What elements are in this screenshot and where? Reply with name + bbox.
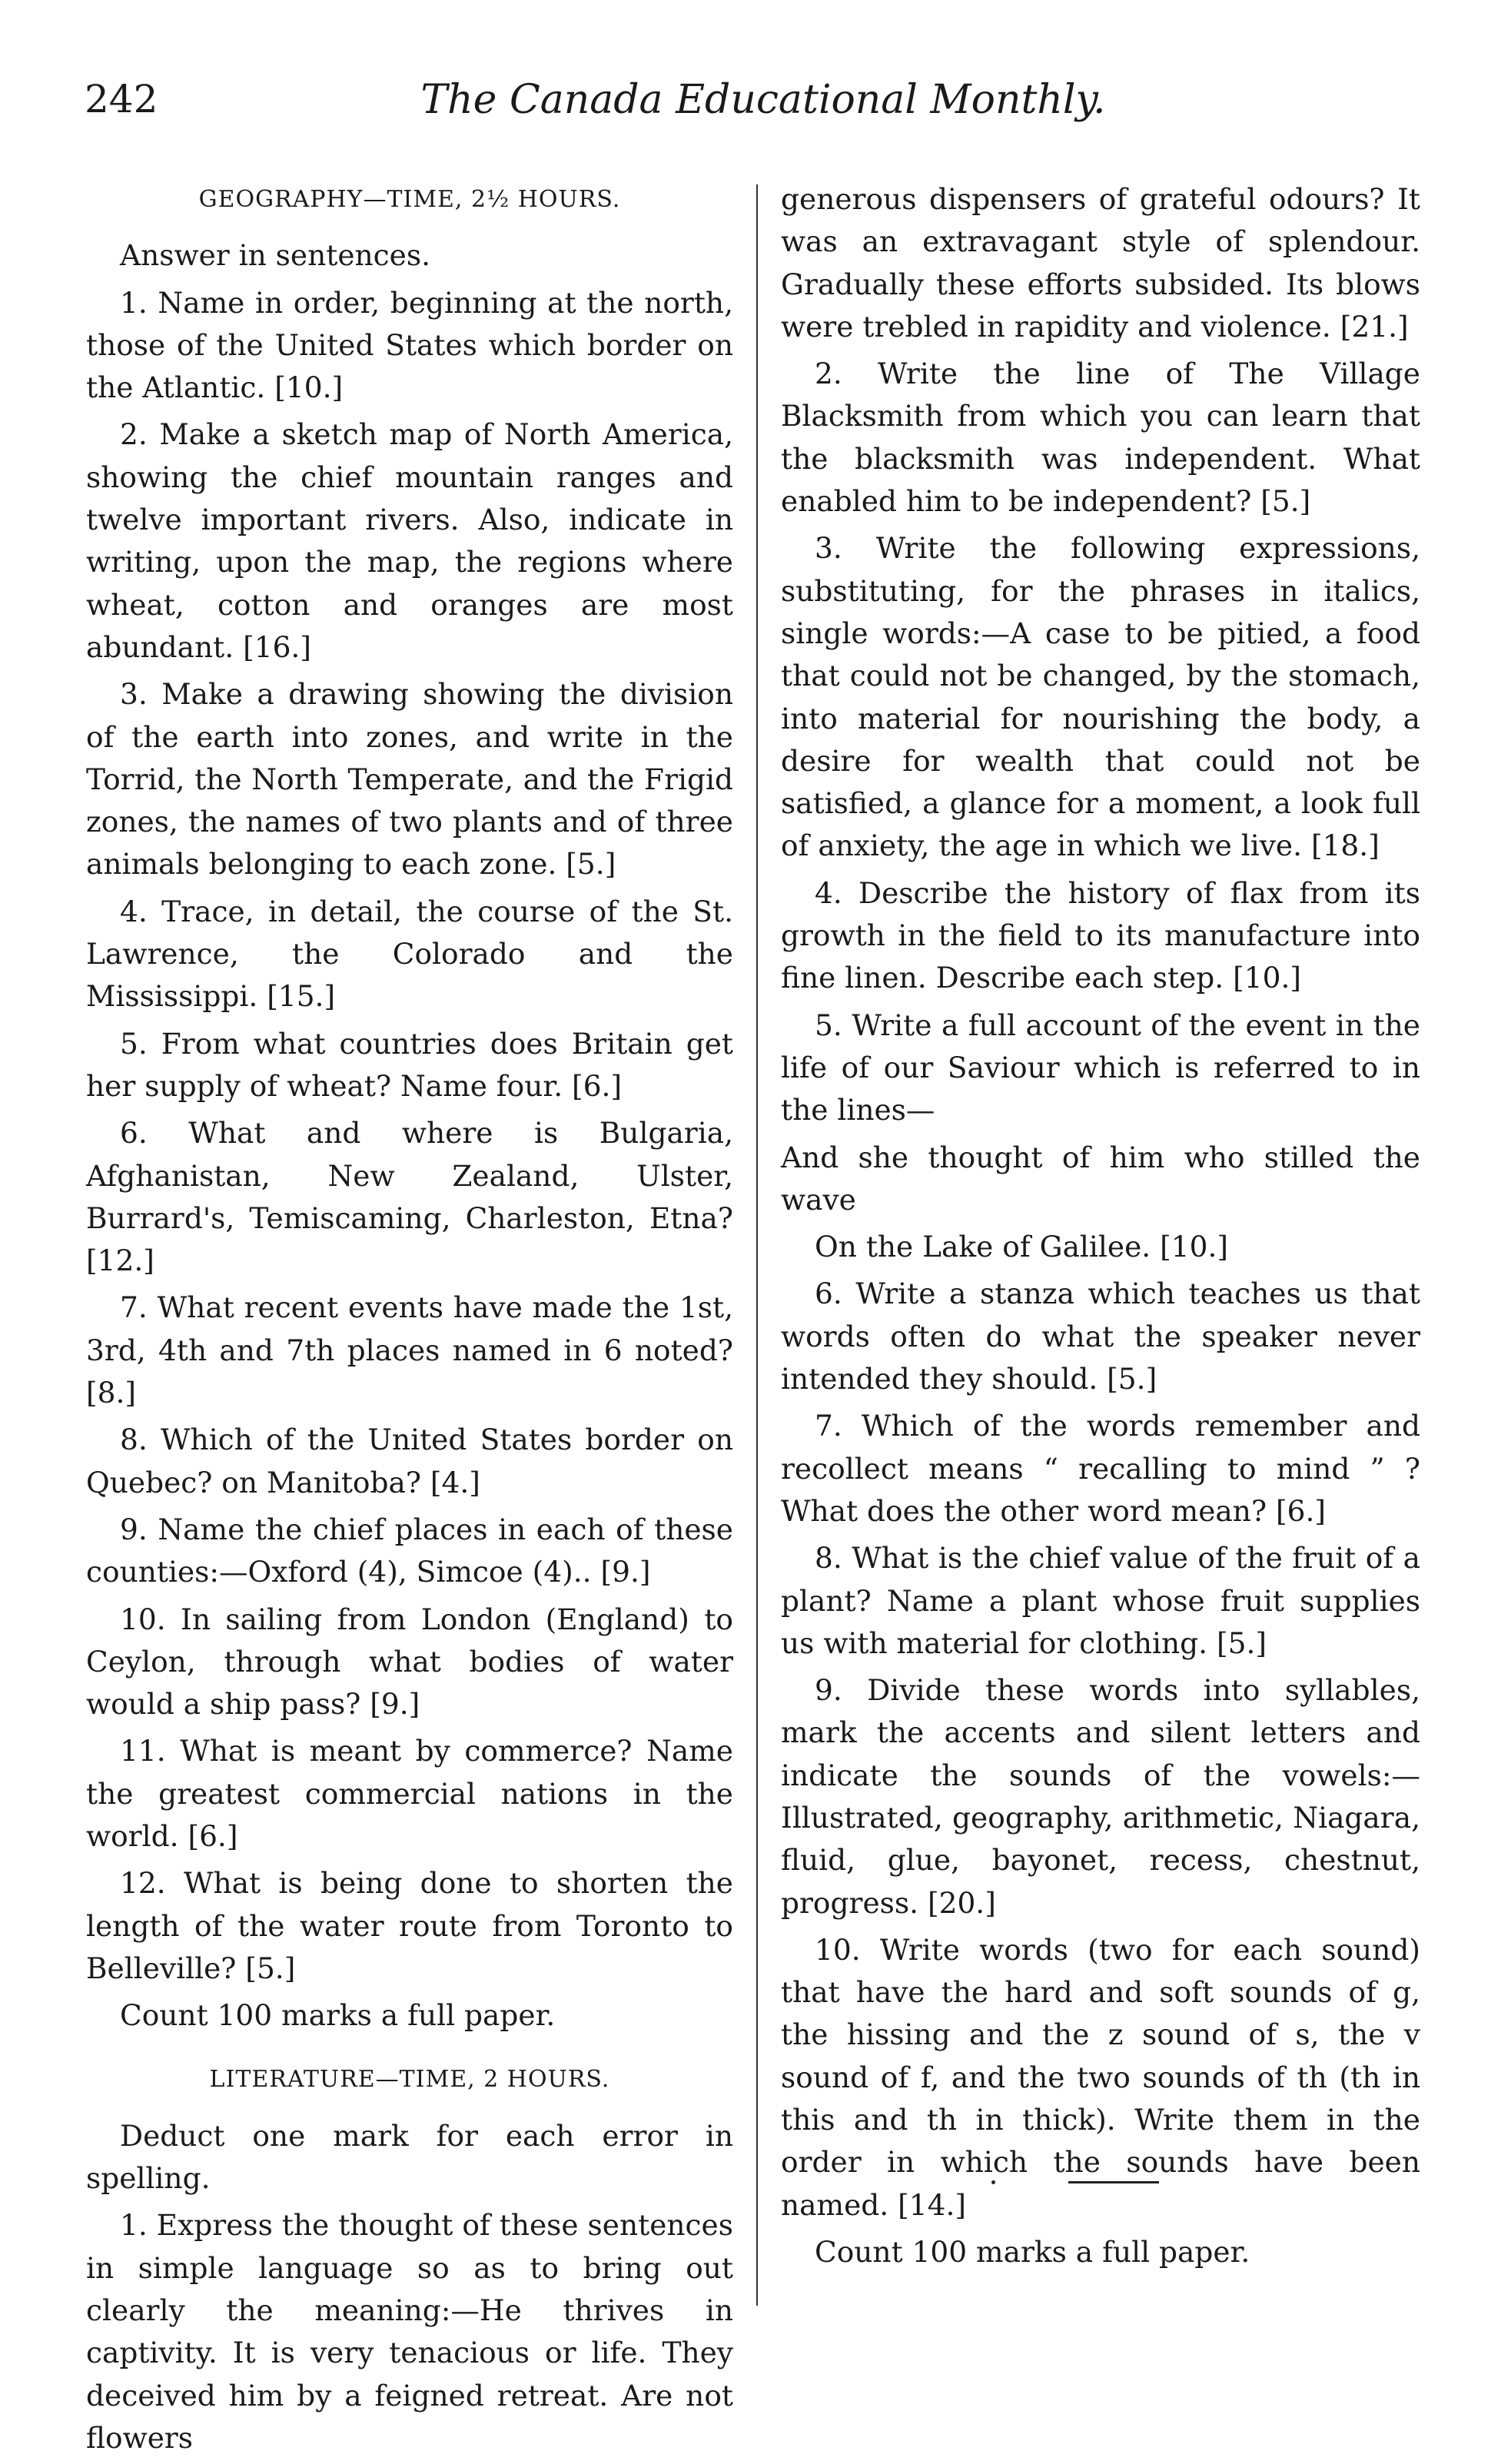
poem-line: On the Lake of Galilee. [10.]	[815, 1230, 1229, 1264]
left-column	[86, 178, 733, 2464]
question: 2. Write the line of The Village Blacksmith from which you can learn that the blacksmith was independent. What enabled him to be independent? [5.]	[781, 357, 1420, 519]
paragraph: Deduct one mark for each error in spelling.	[86, 2118, 733, 2196]
question: 5. From what countries does Britain get her supply of wheat? Name four. [6.]	[86, 1026, 733, 1103]
question: 9. Divide these words into syllables, mark the accents and silent letters and indicate the sounds of the vowels:—Illustrated, geography, arithmetic, Niagara, fluid, glue, bayonet, recess, chestnut, progress. [20.]	[781, 1673, 1420, 1920]
question: 12. What is being done to shorten the length of the water route from Toronto to Belleville? [5.]	[86, 1866, 733, 1985]
question: 7. What recent events have made the 1st, 3rd, 4th and 7th places named in 6 noted? [8.]	[86, 1290, 733, 1410]
page-number: 242	[85, 77, 158, 121]
question: 1. Express the thought of these sentences in simple language so as to bring out clearly the meaning:—He thrives in captivity. It is very tenacious or life. They deceived him by a feigned retreat. Are not flowers	[86, 2208, 733, 2455]
paragraph: Count 100 marks a full paper.	[120, 1998, 556, 2033]
question: 11. What is meant by commerce? Name the greatest commercial nations in the world. [6.]	[86, 1734, 733, 1853]
question: 10. Write words (two for each sound) that have the hard and soft sounds of g, the hissing and the z sound of s, the v sound of f, and the two sounds of th (th in this and th in thick). Write them in the order in which the sounds have been named. [14.]	[781, 1932, 1420, 2222]
question: 7. Which of the words remember and recollect means “ recalling to mind ” ? What does the other word mean? [6.]	[781, 1409, 1420, 1528]
right-column	[781, 178, 1420, 2278]
geography-heading: GEOGRAPHY—TIME, 2½ HOURS.	[198, 186, 621, 213]
question: 1. Name in order, beginning at the north, those of the United States which border on the Atlantic. [10.]	[86, 285, 733, 405]
question: 4. Describe the history of flax from its growth in the field to its manufacture into fine linen. Describe each step. [10.]	[781, 875, 1420, 995]
end-rule	[1068, 2181, 1159, 2183]
question: 3. Make a drawing showing the division of the earth into zones, and write in the Torrid, the North Temperate, and the Frigid zones, the names of two plants and of three animals belonging to each zone. [5.]	[86, 677, 733, 882]
poem-line: And she thought of him who stilled the wave	[781, 1140, 1420, 1217]
literature-heading: LITERATURE—TIME, 2 HOURS.	[209, 2066, 610, 2094]
paragraph: Answer in sentences.	[120, 238, 431, 273]
question: 9. Name the chief places in each of these counties:—Oxford (4), Simcoe (4).. [9.]	[86, 1512, 733, 1589]
ornament-dot	[991, 2180, 995, 2184]
paragraph: Count 100 marks a full paper.	[815, 2234, 1250, 2269]
running-title: The Canada Educational Monthly.	[420, 77, 1106, 123]
running-header	[85, 77, 1442, 138]
question: 4. Trace, in detail, the course of the St. Lawrence, the Colorado and the Mississippi. [15.]	[86, 894, 733, 1014]
column-divider	[756, 184, 758, 2306]
question: 5. Write a full account of the event in the life of our Saviour which is referred to in the lines—	[781, 1008, 1420, 1127]
question: 6. What and where is Bulgaria, Afghanistan, New Zealand, Ulster, Burrard's, Temiscaming, Charleston, Etna? [12.]	[86, 1116, 733, 1278]
question-continued: generous dispensers of grateful odours? It was an extravagant style of splendour. Gradually these efforts subsided. Its blows were trebled in rapidity and violence. [21.]	[781, 182, 1420, 344]
question: 6. Write a stanza which teaches us that words often do what the speaker never intended they should. [5.]	[781, 1277, 1420, 1396]
question: 8. What is the chief value of the fruit of a plant? Name a plant whose fruit supplies us with material for clothing. [5.]	[781, 1541, 1420, 1660]
question: 3. Write the following expressions, substituting, for the phrases in italics, single words:—A case to be pitied, a food that could not be changed, by the stomach, into material for nourishing the body, a desire for wealth that could not be satisfied, a glance for a moment, a look full of anxiety, the age in which we live. [18.]	[781, 531, 1420, 863]
question: 10. In sailing from London (England) to Ceylon, through what bodies of water would a ship pass? [9.]	[86, 1602, 733, 1722]
question: 8. Which of the United States border on Quebec? on Manitoba? [4.]	[86, 1423, 733, 1499]
question: 2. Make a sketch map of North America, showing the chief mountain ranges and twelve important rivers. Also, indicate in writing, upon the map, the regions where wheat, cotton and oranges are most abundant. [16.]	[86, 417, 733, 664]
